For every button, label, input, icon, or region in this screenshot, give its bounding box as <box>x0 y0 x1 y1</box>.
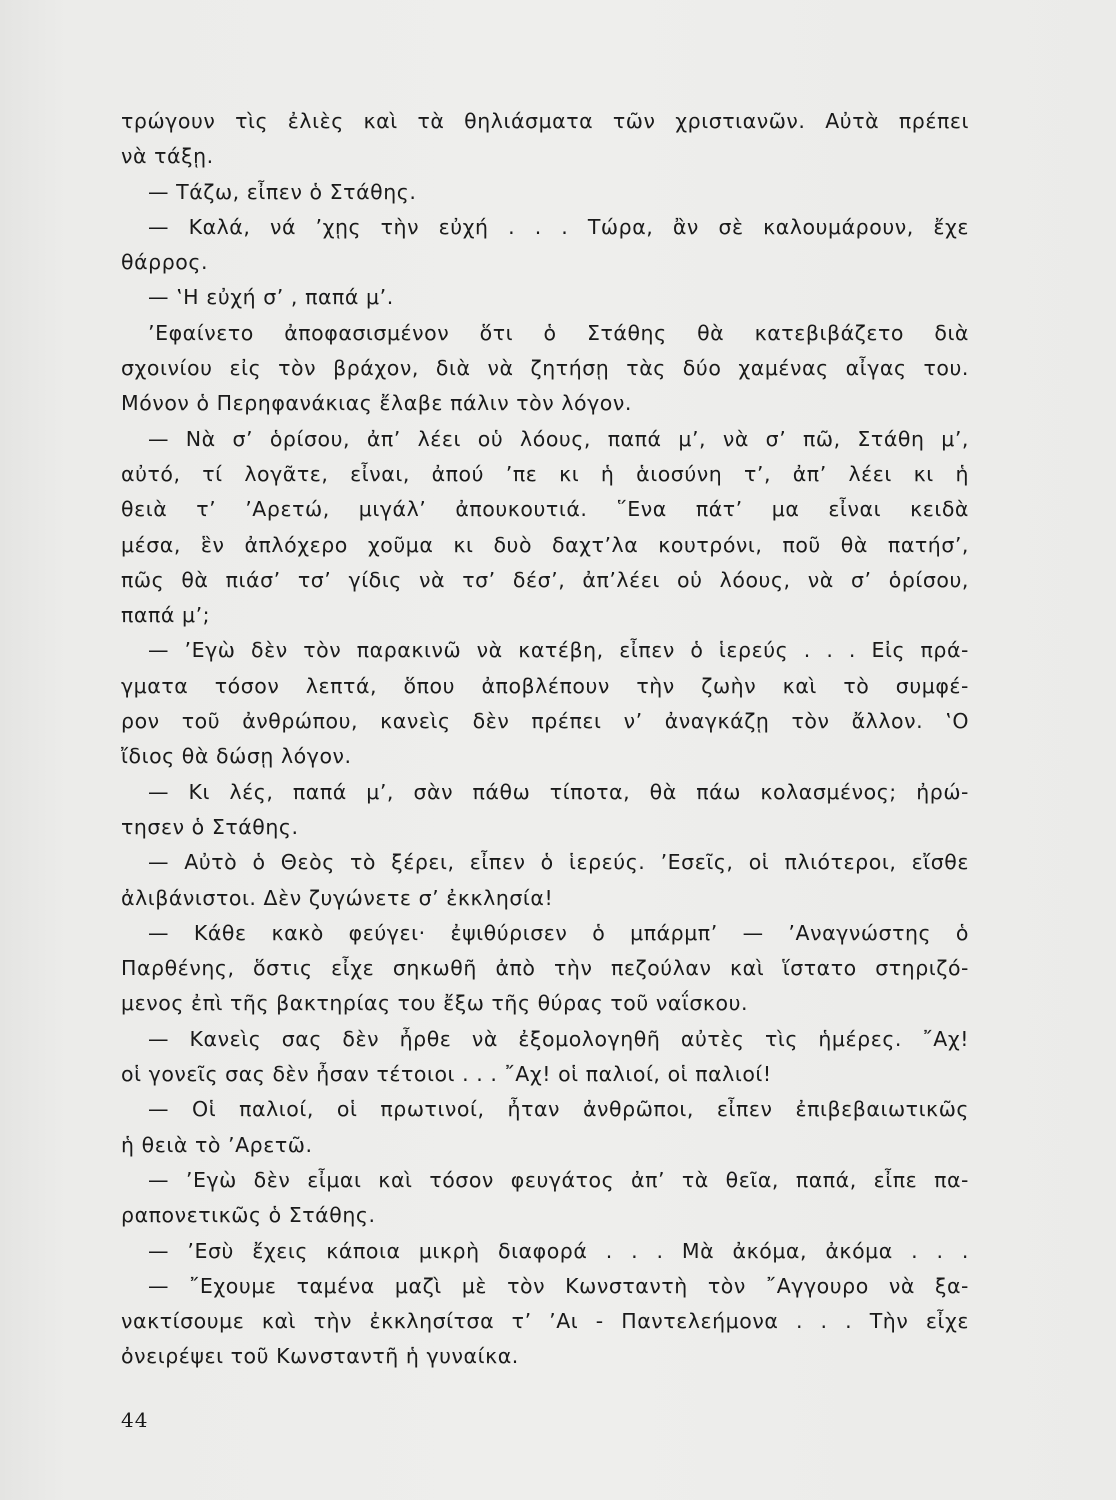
text-line: παπά μ’; <box>121 603 211 628</box>
text-line: πῶς θὰ πιάσ’ τσ’ γίδις νὰ τσ’ δέσ’, ἀπ’λέει οὑ λόους, νὰ σ’ ὁρίσου, <box>121 567 969 592</box>
text-line: — Οἱ παλιοί, οἱ πρωτινοί, ἦταν ἀνθρῶποι, εἶπεν ἐπιβεβαιωτικῶς <box>148 1097 969 1122</box>
text-line: ρον τοῦ ἀνθρώπου, κανεὶς δὲν πρέπει ν’ ἀναγκάζῃ τὸν ἄλλον. ‛Ο <box>121 709 969 734</box>
page-number: 44 <box>121 1408 149 1432</box>
text-line: ἡ θειὰ τὸ ’Αρετῶ. <box>121 1132 313 1157</box>
text-line: ὀνειρέψει τοῦ Κωνσταντῆ ἡ γυναίκα. <box>121 1344 519 1369</box>
text-line: — Νὰ σ’ ὁρίσου, ἀπ’ λέει οὑ λόους, παπά μ’, νὰ σ’ πῶ, Στάθη μ’, <box>148 426 969 451</box>
text-line: — ’Εσὺ ἔχεις κάποια μικρὴ διαφορά . . . Μὰ ἀκόμα, ἀκόμα . . . <box>148 1238 969 1263</box>
text-line: — Κανεὶς σας δὲν ἦρθε νὰ ἐξομολογηθῆ αὐτὲς τὶς ἡμέρες. ῎Αχ! <box>148 1026 969 1051</box>
text-line: τρώγουν τὶς ἐλιὲς καὶ τὰ θηλιάσματα τῶν χριστιανῶν. Αὐτὰ πρέπει <box>121 109 969 133</box>
text-line: — Τάζω, εἶπεν ὁ Στάθης. <box>148 179 417 204</box>
text-line: — Αὐτὸ ὁ Θεὸς τὸ ξέρει, εἶπεν ὁ ἱερεύς. ’Εσεῖς, οἱ πλιότεροι, εἴσθε <box>148 850 969 875</box>
text-line: μενος ἐπὶ τῆς βακτηρίας του ἔξω τῆς θύρας τοῦ ναΐσκου. <box>121 991 749 1016</box>
text-line: — Καλά, νά ’χῃς τὴν εὐχή . . . Τώρα, ἂν σὲ καλουμάρουν, ἔχε <box>148 214 969 239</box>
text-line: θειὰ τ’ ’Αρετώ, μιγάλ’ ἀπουκουτιά. ῞Ενα πάτ’ μα εἶναι κειδὰ <box>121 497 969 522</box>
text-line: νὰ τάξῃ. <box>121 144 214 169</box>
text-line: οἱ γονεῖς σας δὲν ἦσαν τέτοιοι . . . ῎Αχ! οἱ παλιοί, οἱ παλιοί! <box>121 1062 772 1087</box>
text-line: ἴδιος θὰ δώσῃ λόγον. <box>121 744 352 769</box>
text-line: Παρθένης, ὅστις εἶχε σηκωθῆ ἀπὸ τὴν πεζούλαν καὶ ἵστατο στηριζό- <box>121 956 969 981</box>
text-line: θάρρος. <box>121 250 209 275</box>
text-line: — Κάθε κακὸ φεύγει· ἐψιθύρισεν ὁ μπάρμπ’ — ’Αναγνώστης ὁ <box>148 920 969 945</box>
text-line: Μόνον ὁ Περηφανάκιας ἔλαβε πάλιν τὸν λόγον. <box>121 391 632 416</box>
text-line: μέσα, ἓν ἀπλόχερο χοῦμα κι δυὸ δαχτ’λα κουτρόνι, ποῦ θὰ πατήσ’, <box>121 532 969 557</box>
text-line: — ’Εγὼ δὲν τὸν παρακινῶ νὰ κατέβη, εἶπεν ὁ ἱερεύς . . . Εἰς πρά- <box>148 638 969 663</box>
text-line: νακτίσουμε καὶ τὴν ἐκκλησίτσα τ’ ’Αι - Παντελεήμονα . . . Τὴν εἶχε <box>121 1309 969 1334</box>
text-line: — ῎Εχουμε ταμένα μαζὶ μὲ τὸν Κωνσταντὴ τὸν ῎Αγγουρο νὰ ξα- <box>148 1273 969 1298</box>
body-text <box>121 104 969 1375</box>
text-line: — ‛Η εὐχή σ’ , παπά μ’. <box>148 285 394 310</box>
text-line: ραπονετικῶς ὁ Στάθης. <box>121 1203 376 1228</box>
text-line: σχοινίου εἰς τὸν βράχον, διὰ νὰ ζητήσῃ τὰς δύο χαμένας αἶγας του. <box>121 356 969 381</box>
text-line: ’Εφαίνετο ἀποφασισμένον ὅτι ὁ Στάθης θὰ κατεβιβάζετο διὰ <box>148 320 969 345</box>
text-line: αὐτό, τί λογᾶτε, εἶναι, ἀπού ’πε κι ἡ ἁιοσύνη τ’, ἀπ’ λέει κι ἡ <box>121 461 969 486</box>
text-line: γματα τόσον λεπτά, ὅπου ἀποβλέπουν τὴν ζωὴν καὶ τὸ συμφέ- <box>121 673 969 698</box>
text-line: ἀλιβάνιστοι. Δὲν ζυγώνετε σ’ ἐκκλησία! <box>121 885 554 910</box>
text-line: — Κι λές, παπά μ’, σὰν πάθω τίποτα, θὰ πάω κολασμένος; ἠρώ- <box>148 779 969 804</box>
text-line: — ’Εγὼ δὲν εἶμαι καὶ τόσον φευγάτος ἀπ’ τὰ θεῖα, παπά, εἶπε πα- <box>148 1167 969 1192</box>
text-line: τησεν ὁ Στάθης. <box>121 814 299 839</box>
